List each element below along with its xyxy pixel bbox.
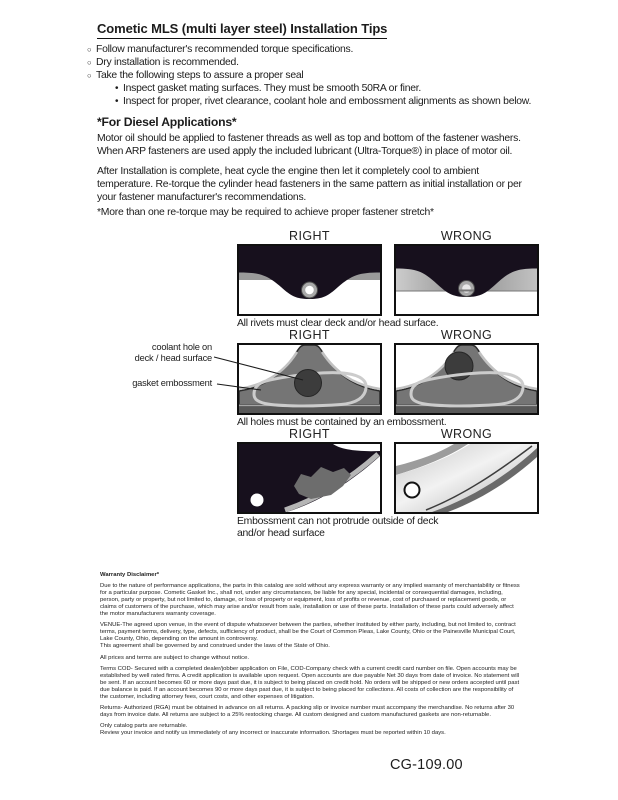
figure-labels — [237, 229, 539, 243]
tips-list — [87, 43, 531, 108]
figure-caption: All rivets must clear deck and/or head surface. — [237, 318, 439, 329]
circle-bullet-icon: ○ — [87, 58, 92, 67]
rivet-right-diagram — [237, 244, 382, 316]
tip-text: Inspect gasket mating surfaces. They must be smooth 50RA or finer. — [123, 83, 422, 94]
list-item — [87, 43, 531, 56]
circle-bullet-icon: ○ — [87, 45, 92, 54]
tip-text: Dry installation is recommended. — [96, 57, 239, 68]
callout-text: deck / head surface — [134, 352, 212, 363]
catalog-parts-paragraph: Only catalog parts are returnable. — [100, 723, 188, 730]
caption-line: and/or head surface — [237, 528, 325, 539]
page-number: CG-109.00 — [390, 757, 463, 773]
tip-text: Take the following steps to assure a proper seal — [96, 70, 304, 81]
embossment-inside-deck-illustration — [239, 444, 380, 512]
wrong-label: WRONG — [440, 328, 493, 342]
gasket-embossment-callout — [100, 378, 212, 389]
rivet-wrong-diagram — [394, 244, 539, 316]
figure-caption — [237, 516, 539, 540]
warranty-paragraph: Due to the nature of performance applications, the parts in this catalog are sold without any express warranty or any implied warranty of merchantability or fitness for a particular purpose. Cometic Gasket Inc., shall not, under any circumstances, be liable for any special, incidental or consequential damages, including, person, party or property, but not limited to, damage, or loss of property or equipment, loss of profits or revenue, cost of purchased or replacement goods, or claims of customers of the purchase, which may arise and/or result from sale, installation or use of these parts. Installation of these parts could adversely affect the motor manufacturers warranty coverage. — [100, 583, 520, 618]
tip-text: Inspect for proper, rivet clearance, coolant hole and embossment alignments as shown below. — [123, 96, 532, 107]
venue-paragraph: VENUE-The agreed upon venue, in the event of dispute whatsoever between the parties, whether instituted by either party, including, but not limited to, contract terms, payment terms, delivery, type, defects, sufficiency of product, shall be the Court of Common Pleas, Lake County, Ohio or the Painesville Municipal Court, Lake County, Ohio, depending on the amount in controversy. — [100, 622, 516, 643]
figure-caption: All holes must be contained by an embossment. — [237, 417, 447, 428]
dot-bullet-icon: • — [115, 83, 119, 94]
figure-embossment-protrusion — [237, 427, 539, 540]
warranty-heading: Warranty Disclaimer* — [100, 572, 160, 578]
hole-contained-illustration — [239, 345, 380, 413]
retorque-note: *More than one re-torque may be required to achieve proper fastener stretch* — [97, 207, 434, 218]
returns-paragraph: Returns- Authorized (RGA) must be obtained in advance on all returns. A packing slip or invoice number must accompany the merchandise. No returns after 30 days from invoice date. All returns are subject to a 25% restocking charge. All custom designed and custom manufactured gaskets are non-returnable. — [100, 705, 515, 718]
dot-bullet-icon: • — [115, 96, 119, 107]
list-item — [115, 95, 531, 108]
list-item — [87, 56, 531, 69]
diesel-section-heading: *For Diesel Applications* — [97, 115, 237, 129]
right-label: RIGHT — [289, 229, 330, 243]
caption-line: Embossment can not protrude outside of deck — [237, 516, 439, 527]
ohio-law-paragraph: This agreement shall be governed by and construed under the laws of the State of Ohio. — [100, 643, 330, 650]
list-item — [87, 69, 531, 82]
hole-outside-illustration — [396, 345, 537, 413]
coolant-hole-callout — [100, 342, 212, 364]
embossment-wrong-diagram — [394, 343, 539, 415]
embossment-protruding-illustration — [396, 444, 537, 512]
embossment-right-diagram — [237, 343, 382, 415]
protrusion-wrong-diagram — [394, 442, 539, 514]
figure-rivet-clearance — [237, 229, 539, 330]
figure-labels — [237, 328, 539, 342]
figure-panels — [237, 244, 539, 316]
retorque-paragraph: After Installation is complete, heat cycle the engine then let it completely cool to ambient temperature. Re-torque the cylinder head fasteners in the same pattern as initial installation or per your fastener manufacturer's recommendations. — [97, 166, 522, 203]
protrusion-right-diagram — [237, 442, 382, 514]
page-title: Cometic MLS (multi layer steel) Installation Tips — [97, 21, 387, 39]
review-invoice-paragraph: Review your invoice and notify us immediately of any incorrect or inaccurate information. Shortages must be reported within 10 days. — [100, 730, 446, 737]
figure-labels — [237, 427, 539, 441]
list-item — [115, 82, 531, 95]
warranty-disclaimer-section — [100, 572, 520, 742]
rivet-interfere-illustration — [396, 246, 537, 314]
figure-panels — [237, 343, 539, 415]
figure-panels — [237, 442, 539, 514]
rivet-clear-illustration — [239, 246, 380, 314]
callout-text: coolant hole on — [151, 342, 212, 352]
right-label: RIGHT — [289, 328, 330, 342]
figure-embossment-containment — [237, 328, 539, 429]
terms-paragraph: Terms COD- Secured with a completed dealer/jobber application on File, COD-Company check with a current credit card number on file. Open accounts may be established by well rated firms. A credit application is available upon request. Open accounts are due payable Net 30 days from date of invoice. No statement will be sent. If an account becomes 60 or more days past due, it is subject to being placed on credit hold. No orders will be shipped or new orders accepted until past due balance is paid. If an account becomes 90 or more days past due, it is subject to being placed for collections. All costs of collection are the responsibility of the customer, including attorney fees, court costs, and other expenses of litigation. — [100, 665, 520, 700]
tip-text: Follow manufacturer's recommended torque specifications. — [96, 44, 354, 55]
callout-text: gasket embossment — [132, 378, 212, 388]
diesel-paragraph: Motor oil should be applied to fastener threads as well as top and bottom of the fastener washers. When ARP fasteners are used apply the included lubricant (Ultra-Torque®) in place of motor oil. — [97, 133, 521, 157]
wrong-label: WRONG — [440, 229, 493, 243]
prices-paragraph: All prices and terms are subject to change without notice. — [100, 654, 249, 661]
right-label: RIGHT — [289, 427, 330, 441]
wrong-label: WRONG — [440, 427, 493, 441]
circle-bullet-icon: ○ — [87, 71, 92, 80]
